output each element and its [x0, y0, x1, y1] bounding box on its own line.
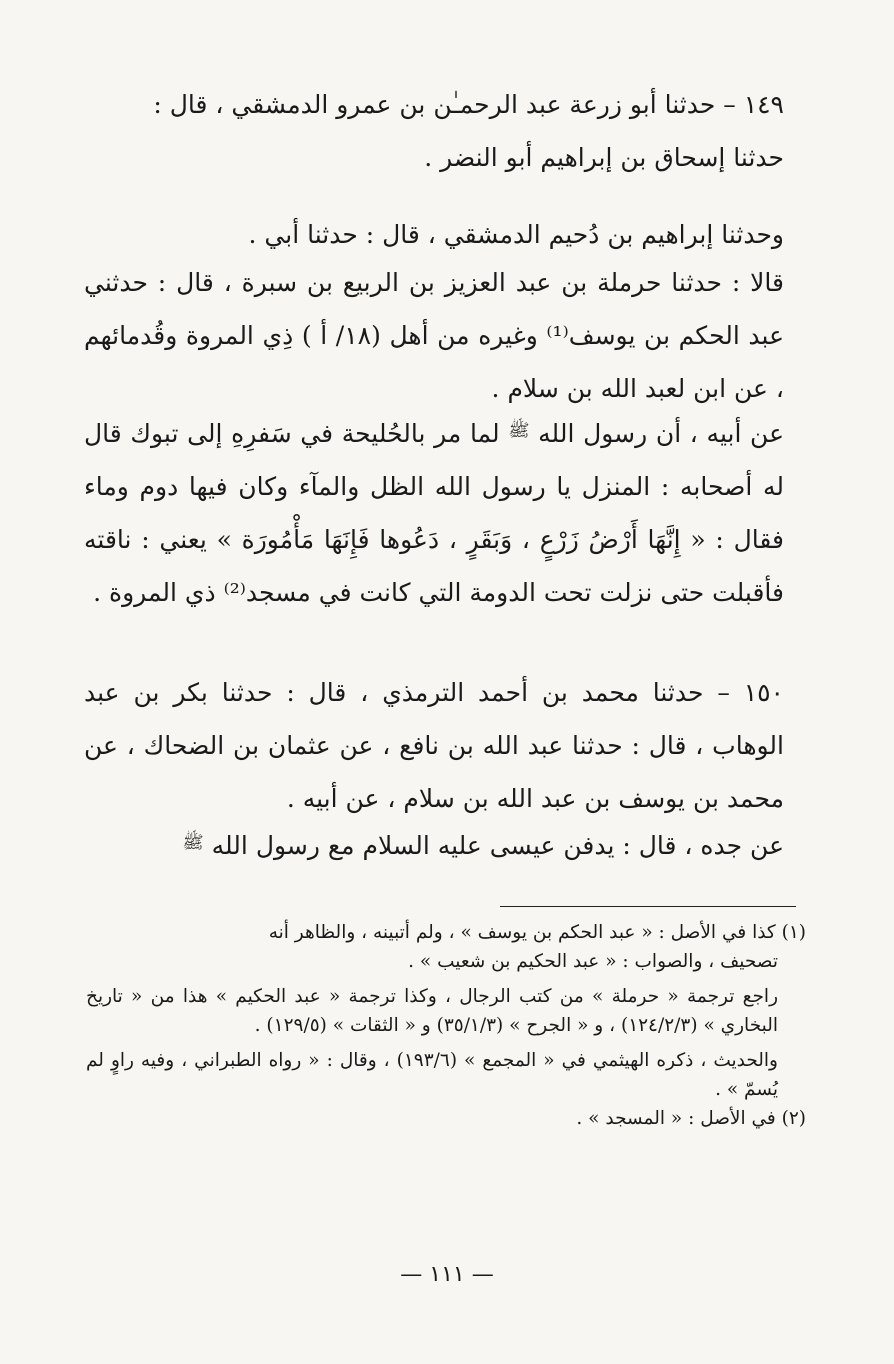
footnotes	[86, 918, 806, 1133]
chain-paragraph-3	[84, 256, 784, 415]
hadith-149-matn	[84, 405, 784, 619]
footnote-1-paragraph-2: راجع ترجمة « حرملة » من كتب الرجال ، وكذا ترجمة « عبد الحكيم » هذا من « تاريخ البخاري » (١٢٤/٢/٣) ، و « الجرح » (٣٥/١/٣) و « الثقات » (١٢٩/٥) .	[86, 986, 778, 1036]
salutation-glyph: ﷺ	[182, 833, 204, 853]
page-number: — ١١١ —	[400, 1262, 494, 1287]
matn-text-part-2: لما مر بالحُليحة في سَفرِهِ إلى تبوك قال له أصحابه : المنزل يا رسول الله الظل والمآء وكان فيها دوم وماء فقال : « إِنَّهَا أَرْضُ زَرْعٍ ، وَبَقَرٍ ، دَعُوها فَإِنَهَا مَأْمُورَة » يعني : ناقته فأقبلت حتى نزلت تحت الدومة التي كانت في مسجد⁽²⁾ ذي المروة .	[84, 419, 784, 608]
matn-text	[84, 405, 784, 619]
matn-text	[84, 817, 784, 872]
hadith-150-chain: ١٥٠ – حدثنا محمد بن أحمد الترمذي ، قال : حدثنا بكر بن عبد الوهاب ، قال : حدثنا عبد الله بن نافع ، عن عثمان بن الضحاك ، عن محمد بن يوسف بن عبد الله بن سلام ، عن أبيه .	[84, 678, 784, 813]
footnote-2: (٢) في الأصل : « المسجد » .	[576, 1108, 806, 1129]
hadith-150-matn	[84, 817, 784, 872]
hadith-149-line-1: ١٤٩ – حدثنا أبو زرعة عبد الرحمـٰن بن عمرو الدمشقي ، قال :	[153, 90, 784, 119]
matn-text-body: عن جده ، قال : يدفن عيسى عليه السلام مع رسول الله	[211, 831, 784, 861]
matn-text-part-1: عن أبيه ، أن رسول الله	[538, 419, 785, 449]
chain-text: قالا : حدثنا حرملة بن عبد العزيز بن الربيع بن سبرة ، قال : حدثني عبد الحكم بن يوسف⁽¹⁾ وغيره من أهل (١٨/ أ ) ذِي المروة وقُدمائهم ، عن ابن لعبد الله بن سلام .	[84, 268, 785, 403]
footnote-1-line-2: تصحيف ، والصواب : « عبد الحكيم بن شعيب » .	[408, 951, 778, 972]
chain-text: وحدثنا إبراهيم بن دُحيم الدمشقي ، قال : حدثنا أبي .	[248, 220, 784, 249]
hadith-149	[84, 78, 784, 184]
hadith-149-line-2: حدثنا إسحاق بن إبراهيم أبو النضر .	[424, 143, 784, 172]
footnote-1-paragraph-3: والحديث ، ذكره الهيثمي في « المجمع » (١٩٣/٦) ، وقال : « رواه الطبراني ، وفيه راوٍ لم يُسمّ » .	[86, 1050, 778, 1100]
salutation-glyph: ﷺ	[508, 421, 530, 441]
footnote-1-line-1: (١) كذا في الأصل : « عبد الحكم بن يوسف » ، ولم أتبينه ، والظاهر أنه	[268, 922, 806, 943]
footnote-separator	[500, 906, 796, 907]
chain-paragraph-2	[84, 208, 784, 261]
hadith-150	[84, 666, 784, 825]
